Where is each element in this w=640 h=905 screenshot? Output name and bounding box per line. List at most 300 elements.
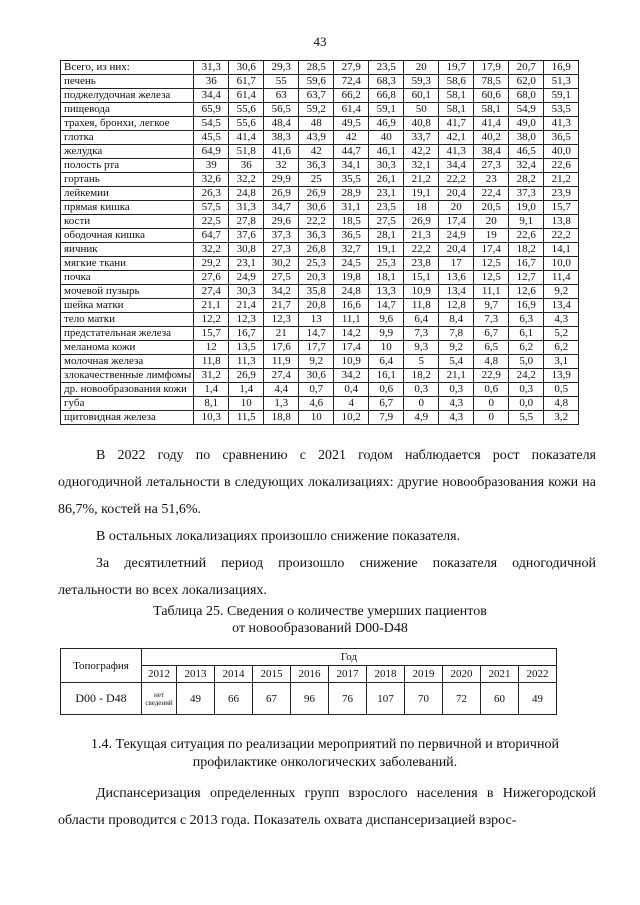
value-cell: 37,3 [264,229,299,243]
value-cell: 34,4 [194,89,229,103]
value-cell: 12,8 [439,299,474,313]
value-cell: 68,3 [369,75,404,89]
value-cell: 4,3 [544,313,579,327]
value-cell: 26,9 [229,369,264,383]
value-cell: 78,5 [474,75,509,89]
value-cell: 20 [474,215,509,229]
value-cell: 10,3 [194,411,229,425]
deaths-table [60,648,557,715]
table-row [61,257,579,271]
table-row [61,159,579,173]
row-name: губа [61,397,194,411]
table-row [61,173,579,187]
value-cell: 22,2 [404,243,439,257]
value-cell: 0,7 [299,383,334,397]
value-cell: 11,8 [194,355,229,369]
value-cell: 18,8 [264,411,299,425]
value-cell: 0 [404,397,439,411]
value-cell: 16,9 [544,61,579,75]
table-row [61,271,579,285]
table-caption-line1: Таблица 25. Сведения о количестве умерших пациентов [153,604,487,619]
value-cell: 10,0 [544,257,579,271]
value-cell: 11,5 [229,411,264,425]
value-cell: 26,3 [194,187,229,201]
value-cell: 27,5 [264,271,299,285]
value-cell: 19,1 [404,187,439,201]
table-row [61,229,579,243]
value-cell: 60,6 [474,89,509,103]
value-cell: 64,9 [194,145,229,159]
value-cell: 32,6 [194,173,229,187]
table-row [61,215,579,229]
table-row [61,383,579,397]
value-cell: 4,6 [299,397,334,411]
value-cell: 38,4 [474,145,509,159]
value-cell: 30,3 [229,285,264,299]
value-cell: 40 [369,131,404,145]
value-cell: 10,9 [334,355,369,369]
table-caption-line2: от новообразований D00-D48 [232,621,408,636]
value-cell: 23,5 [369,61,404,75]
value-cell: 53,5 [544,103,579,117]
value-cell: 42,2 [404,145,439,159]
table-row [61,285,579,299]
value-cell: 30,6 [229,61,264,75]
value-cell: 29,3 [264,61,299,75]
value-cell: 15,7 [544,201,579,215]
value-cell: 64,7 [194,229,229,243]
value-cell: 36,3 [299,159,334,173]
value-cell: 22,9 [474,369,509,383]
value-cell: 12,2 [194,313,229,327]
value-cell: 34,2 [264,285,299,299]
value-cell: 41,3 [439,145,474,159]
table-row [61,131,579,145]
value-cell: 13,9 [544,369,579,383]
value-cell: 30,3 [369,159,404,173]
value-cell: 9,3 [404,341,439,355]
paragraph-decrease: В остальных локализациях произошло снижение показателя. [96,529,461,544]
value-cell: 61,7 [229,75,264,89]
value-cell: 63,7 [299,89,334,103]
deaths-value-cell: 72 [443,683,481,715]
value-cell: 24,8 [229,187,264,201]
value-cell: 51,3 [544,75,579,89]
row-name: глотка [61,131,194,145]
value-cell: 12,5 [474,257,509,271]
value-cell: 20,5 [474,201,509,215]
value-cell: 43,9 [299,131,334,145]
value-cell: 25,3 [369,257,404,271]
value-cell: 17,4 [439,215,474,229]
year-cell: 2017 [329,666,367,683]
value-cell: 26,1 [369,173,404,187]
value-cell: 40,2 [474,131,509,145]
value-cell: 28,1 [369,229,404,243]
value-cell: 49,5 [334,117,369,131]
value-cell: 34,1 [334,159,369,173]
value-cell: 40,8 [404,117,439,131]
year-cell: 2020 [443,666,481,683]
row-name: предстательная железа [61,327,194,341]
value-cell: 17,9 [474,61,509,75]
value-cell: 0 [474,397,509,411]
value-cell: 32,2 [229,173,264,187]
deaths-value-cell: 107 [367,683,405,715]
value-cell: 30,6 [299,201,334,215]
value-cell: 20,4 [439,243,474,257]
value-cell: 32 [264,159,299,173]
value-cell: 15,7 [194,327,229,341]
value-cell: 68,0 [509,89,544,103]
value-cell: 22,2 [439,173,474,187]
row-name: ободочная кишка [61,229,194,243]
value-cell: 9,2 [544,285,579,299]
value-cell: 36,5 [544,131,579,145]
value-cell: 12,3 [264,313,299,327]
table-row [61,61,579,75]
value-cell: 62,0 [509,75,544,89]
value-cell: 0,0 [509,397,544,411]
value-cell: 31,2 [194,369,229,383]
row-name: почка [61,271,194,285]
value-cell: 14,7 [369,299,404,313]
value-cell: 21,1 [439,369,474,383]
value-cell: 21,7 [264,299,299,313]
value-cell: 31,3 [229,201,264,215]
value-cell: 27,9 [334,61,369,75]
value-cell: 20 [404,61,439,75]
value-cell: 24,5 [334,257,369,271]
value-cell: 10 [229,397,264,411]
value-cell: 0,3 [404,383,439,397]
value-cell: 26,9 [404,215,439,229]
value-cell: 27,4 [264,369,299,383]
deaths-value-cell: 60 [481,683,519,715]
value-cell: 5,5 [509,411,544,425]
value-cell: 6,4 [369,355,404,369]
value-cell: 59,3 [404,75,439,89]
table-row [61,145,579,159]
value-cell: 21,4 [229,299,264,313]
value-cell: 16,6 [334,299,369,313]
value-cell: 31,3 [194,61,229,75]
table-row [61,313,579,327]
value-cell: 21,2 [404,173,439,187]
row-name: меланома кожи [61,341,194,355]
row-name: печень [61,75,194,89]
row-name: шейка матки [61,299,194,313]
value-cell: 17,6 [264,341,299,355]
value-cell: 10,9 [404,285,439,299]
value-cell: 25,3 [299,257,334,271]
value-cell: 6,3 [509,313,544,327]
value-cell: 0,4 [334,383,369,397]
value-cell: 13,5 [229,341,264,355]
value-cell: 38,0 [509,131,544,145]
value-cell: 36 [194,75,229,89]
paragraph-screening: Диспансеризация определенных групп взрослого населения в Нижегородской области проводится с 2013 года. Показатель охвата диспансеризацией взрос- [58,786,596,828]
value-cell: 23,1 [369,187,404,201]
value-cell: 48,4 [264,117,299,131]
value-cell: 12,7 [509,271,544,285]
value-cell: 41,4 [229,131,264,145]
value-cell: 4,8 [544,397,579,411]
year-cell: 2012 [142,666,177,683]
value-cell: 8,4 [439,313,474,327]
value-cell: 4 [334,397,369,411]
value-cell: 59,1 [544,89,579,103]
row-name: трахея, бронхи, легкое [61,117,194,131]
row-name: др. новообразования кожи [61,383,194,397]
row-name: молочная железа [61,355,194,369]
row-name: пищевода [61,103,194,117]
value-cell: 21,2 [544,173,579,187]
value-cell: 22,2 [544,229,579,243]
value-cell: 41,4 [474,117,509,131]
deaths-value-cell: 67 [253,683,291,715]
value-cell: 5 [404,355,439,369]
paragraph-decade: За десятилетний период произошло снижение показателя одногодичной летальности во всех локализациях. [58,556,596,598]
value-cell: 21,1 [194,299,229,313]
value-cell: 10 [369,341,404,355]
topography-header: Топография [61,649,142,683]
table-row [61,299,579,313]
year-cell: 2014 [215,666,253,683]
value-cell: 22,5 [194,215,229,229]
value-cell: 13 [299,313,334,327]
value-cell: 13,8 [544,215,579,229]
value-cell: 4,3 [439,397,474,411]
deaths-value-cell: 49 [177,683,215,715]
year-cell: 2019 [405,666,443,683]
value-cell: 26,8 [299,243,334,257]
value-cell: 61,4 [334,103,369,117]
value-cell: 22,2 [299,215,334,229]
paragraph-growth: В 2022 году по сравнению с 2021 годом наблюдается рост показателя одногодичной летальности в следующих локализациях: другие новообразования кожи на 86,7%, костей на 51,6%. [58,448,596,517]
value-cell: 42 [334,131,369,145]
value-cell: 11,1 [334,313,369,327]
value-cell: 38,3 [264,131,299,145]
table-row [61,369,579,383]
value-cell: 9,1 [509,215,544,229]
value-cell: 0,5 [544,383,579,397]
value-cell: 20,8 [299,299,334,313]
value-cell: 0,3 [439,383,474,397]
value-cell: 16,7 [229,327,264,341]
value-cell: 9,2 [299,355,334,369]
value-cell: 61,4 [229,89,264,103]
value-cell: 63 [264,89,299,103]
row-name: мягкие ткани [61,257,194,271]
value-cell: 17,4 [334,341,369,355]
value-cell: 23,8 [404,257,439,271]
value-cell: 24,9 [439,229,474,243]
table-row [61,341,579,355]
value-cell: 0,3 [509,383,544,397]
value-cell: 58,6 [439,75,474,89]
table-row [61,355,579,369]
value-cell: 59,1 [369,103,404,117]
value-cell: 27,3 [264,243,299,257]
section-heading-line2: профилактике онкологических заболеваний. [192,755,458,770]
value-cell: 0,6 [474,383,509,397]
value-cell: 31,1 [334,201,369,215]
table-row [61,103,579,117]
row-name: щитовидная железа [61,411,194,425]
value-cell: 30,6 [299,369,334,383]
value-cell: 0 [474,411,509,425]
value-cell: 18 [404,201,439,215]
year-cell: 2022 [519,666,557,683]
deaths-value-cell: 70 [405,683,443,715]
row-name: лейкемии [61,187,194,201]
value-cell: 50 [404,103,439,117]
value-cell: 9,7 [474,299,509,313]
value-cell: 6,4 [404,313,439,327]
value-cell: 34,2 [334,369,369,383]
row-name: Всего, из них: [61,61,194,75]
row-name: желудка [61,145,194,159]
value-cell: 17,4 [474,243,509,257]
value-cell: 19,0 [509,201,544,215]
value-cell: 19 [474,229,509,243]
value-cell: 4,4 [264,383,299,397]
value-cell: 27,5 [369,215,404,229]
value-cell: 66,2 [334,89,369,103]
value-cell: 27,3 [474,159,509,173]
table-row [61,411,579,425]
value-cell: 66,8 [369,89,404,103]
table-row [61,117,579,131]
value-cell: 19,1 [369,243,404,257]
value-cell: 11,1 [474,285,509,299]
deaths-value-cell: 76 [329,683,367,715]
value-cell: 32,4 [509,159,544,173]
value-cell: 34,4 [439,159,474,173]
value-cell: 16,7 [509,257,544,271]
value-cell: 13,3 [369,285,404,299]
value-cell: 7,3 [474,313,509,327]
page-number: 43 [313,34,327,49]
no-data-cell: нет сведений [142,683,177,715]
value-cell: 55 [264,75,299,89]
value-cell: 55,6 [229,103,264,117]
value-cell: 3,2 [544,411,579,425]
mortality-table [60,60,579,425]
value-cell: 21,3 [404,229,439,243]
value-cell: 54,5 [194,117,229,131]
value-cell: 28,9 [334,187,369,201]
value-cell: 9,6 [369,313,404,327]
value-cell: 36,5 [334,229,369,243]
value-cell: 35,5 [334,173,369,187]
value-cell: 10 [299,411,334,425]
value-cell: 14,7 [299,327,334,341]
value-cell: 28,2 [509,173,544,187]
value-cell: 4,3 [439,411,474,425]
value-cell: 40,0 [544,145,579,159]
value-cell: 21 [264,327,299,341]
value-cell: 58,1 [474,103,509,117]
section-heading-line1: 1.4. Текущая ситуация по реализации мероприятий по первичной и вторичной [91,737,559,752]
value-cell: 29,2 [194,257,229,271]
value-cell: 11,3 [229,355,264,369]
table-row [61,243,579,257]
value-cell: 24,2 [509,369,544,383]
value-cell: 1,4 [194,383,229,397]
deaths-value-cell: 66 [215,683,253,715]
value-cell: 58,1 [439,103,474,117]
value-cell: 6,2 [509,341,544,355]
value-cell: 15,1 [404,271,439,285]
value-cell: 6,5 [474,341,509,355]
value-cell: 0,6 [369,383,404,397]
value-cell: 6,7 [474,327,509,341]
value-cell: 24,8 [334,285,369,299]
value-cell: 12,3 [229,313,264,327]
value-cell: 3,1 [544,355,579,369]
value-cell: 46,1 [369,145,404,159]
value-cell: 6,2 [544,341,579,355]
value-cell: 59,2 [299,103,334,117]
value-cell: 4,8 [474,355,509,369]
value-cell: 17 [439,257,474,271]
value-cell: 8,1 [194,397,229,411]
value-cell: 6,1 [509,327,544,341]
value-cell: 22,6 [509,229,544,243]
deaths-value-cell: 49 [519,683,557,715]
value-cell: 20,4 [439,187,474,201]
value-cell: 20,7 [509,61,544,75]
deaths-value-cell: 96 [291,683,329,715]
year-header: Год [142,649,557,666]
value-cell: 5,2 [544,327,579,341]
value-cell: 27,8 [229,215,264,229]
value-cell: 16,1 [369,369,404,383]
value-cell: 18,1 [369,271,404,285]
year-cell: 2015 [253,666,291,683]
value-cell: 12,6 [509,285,544,299]
value-cell: 49,0 [509,117,544,131]
value-cell: 4,9 [404,411,439,425]
row-name: яичник [61,243,194,257]
value-cell: 29,6 [264,215,299,229]
value-cell: 27,4 [194,285,229,299]
value-cell: 57,5 [194,201,229,215]
row-name: поджелудочная железа [61,89,194,103]
value-cell: 11,8 [404,299,439,313]
value-cell: 7,3 [404,327,439,341]
year-cell: 2021 [481,666,519,683]
value-cell: 26,9 [299,187,334,201]
value-cell: 17,7 [299,341,334,355]
value-cell: 51,8 [229,145,264,159]
value-cell: 72,4 [334,75,369,89]
value-cell: 27,6 [194,271,229,285]
value-cell: 11,9 [264,355,299,369]
section-heading [60,736,590,772]
value-cell: 33,7 [404,131,439,145]
value-cell: 14,1 [544,243,579,257]
value-cell: 5,0 [509,355,544,369]
value-cell: 12,5 [474,271,509,285]
value-cell: 32,2 [194,243,229,257]
value-cell: 41,6 [264,145,299,159]
value-cell: 18,5 [334,215,369,229]
year-cell: 2016 [291,666,329,683]
value-cell: 20,3 [299,271,334,285]
